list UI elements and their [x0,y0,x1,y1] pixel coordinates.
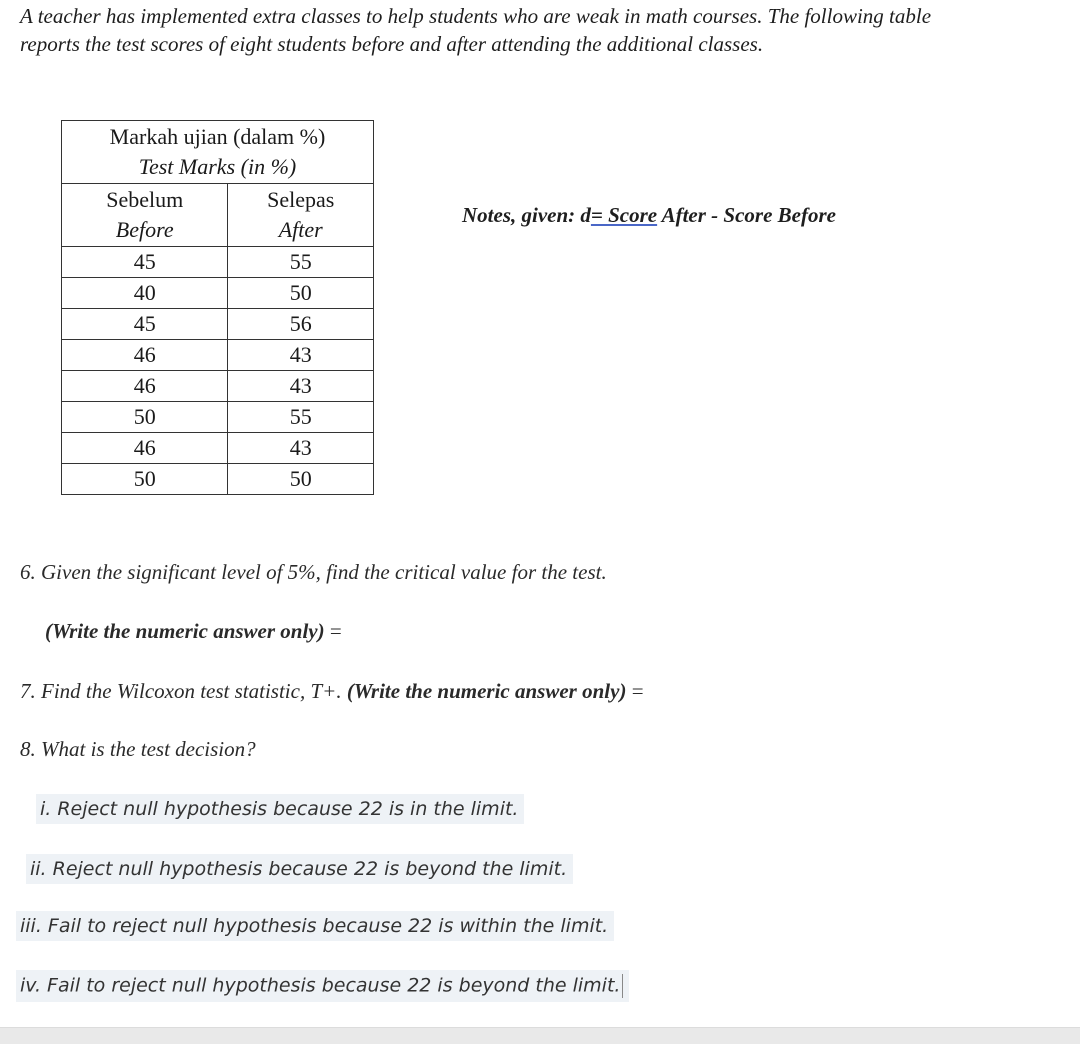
question-8-text: 8. What is the test decision? [20,737,256,761]
after-cell: 55 [228,247,374,278]
notes-suffix: After - Score Before [657,203,836,227]
col-after-header [228,184,374,247]
col-after-english: After [278,217,323,242]
table-row [62,464,374,495]
option-iii[interactable] [16,911,614,941]
intro-line-2: reports the test scores of eight students before and after attending the additional classes. [20,32,764,56]
header-english: Test Marks (in %) [138,154,297,179]
before-cell: 50 [62,464,228,495]
before-cell: 50 [62,402,228,433]
option-iii-label: iii. Fail to reject null hypothesis because 22 is within the limit. [20,915,609,937]
question-6-text: 6. Given the significant level of 5%, find the critical value for the test. [20,560,607,584]
after-cell: 56 [228,309,374,340]
after-cell: 43 [228,340,374,371]
after-cell: 50 [228,464,374,495]
intro-paragraph [20,2,1080,58]
table-row [62,371,374,402]
header-malay: Markah ujian (dalam %) [109,124,326,149]
option-iv-label: iv. Fail to reject null hypothesis because 22 is beyond the limit. [20,974,621,997]
before-cell: 46 [62,433,228,464]
table-main-header [62,121,374,184]
after-cell: 43 [228,371,374,402]
before-cell: 46 [62,340,228,371]
table-subheader-row [62,184,374,247]
col-before-header [62,184,228,247]
question-6-answer-prompt [45,619,342,644]
table-header-row [62,121,374,184]
col-before-english: Before [115,217,174,242]
intro-line-1: A teacher has implemented extra classes to help students who are weak in math courses. The following table [20,4,932,28]
table-row [62,309,374,340]
table-row [62,247,374,278]
option-i[interactable] [36,794,524,824]
text-cursor [622,974,623,998]
question-8 [20,737,256,762]
question-7-text: 7. Find the Wilcoxon test statistic, T+. [20,679,347,703]
bottom-bar [0,1027,1080,1044]
option-iv[interactable] [16,970,629,1002]
before-cell: 45 [62,309,228,340]
table-row [62,433,374,464]
question-7-equals: = [626,679,644,703]
table-row [62,340,374,371]
col-after-malay: Selepas [267,187,335,212]
notes-equals: = Score [590,203,658,227]
notes-formula [462,203,836,228]
option-ii[interactable] [26,854,573,884]
after-cell: 43 [228,433,374,464]
option-i-label: i. Reject null hypothesis because 22 is in the limit. [40,798,519,820]
table-row [62,278,374,309]
before-cell: 40 [62,278,228,309]
question-6 [20,560,607,585]
question-6-instruction: (Write the numeric answer only) [45,619,325,643]
option-ii-label: ii. Reject null hypothesis because 22 is beyond the limit. [30,858,568,880]
before-cell: 46 [62,371,228,402]
before-cell: 45 [62,247,228,278]
after-cell: 50 [228,278,374,309]
question-7-instruction: (Write the numeric answer only) [346,679,627,703]
col-before-malay: Sebelum [106,187,184,212]
question-7 [20,679,644,704]
after-cell: 55 [228,402,374,433]
question-6-equals: = [324,619,342,643]
notes-prefix: Notes, given: d [462,203,591,227]
test-marks-table [61,120,374,495]
table-row [62,402,374,433]
